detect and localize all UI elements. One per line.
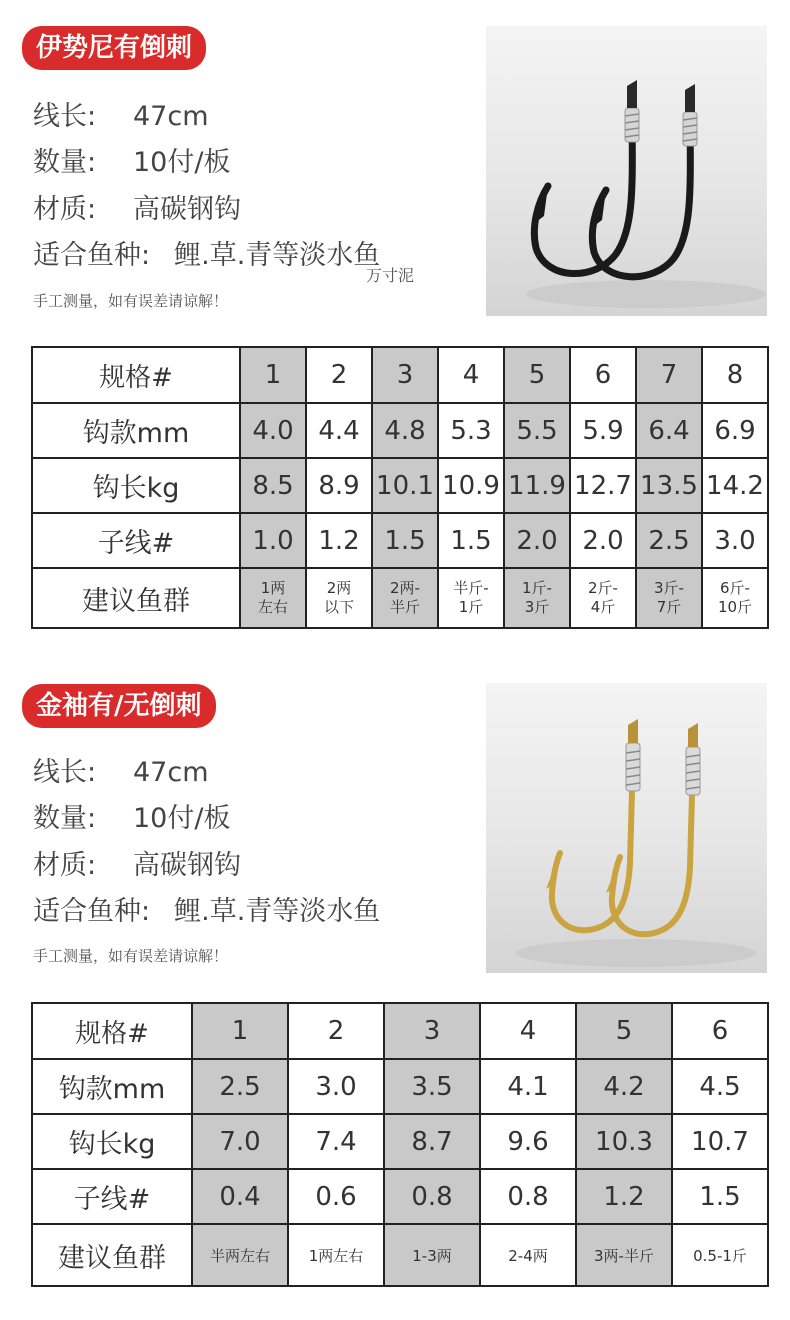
value-cell: 4.1	[480, 1059, 576, 1114]
value-cell: 0.8	[480, 1169, 576, 1224]
info-value: 10付/板	[133, 147, 231, 178]
value-cell: 10.1	[372, 458, 438, 513]
section1-small-tag: 万寸泥	[366, 266, 415, 285]
value-cell: 1.0	[240, 513, 306, 568]
value-cell: 7.0	[192, 1114, 288, 1169]
value-cell: 2.0	[570, 513, 636, 568]
size-cell: 2	[288, 1003, 384, 1059]
fish-cell	[438, 568, 504, 628]
fish-line: 2两	[326, 579, 352, 597]
size-cell: 3	[384, 1003, 480, 1059]
table-row-size	[32, 1003, 768, 1059]
section1-info-material	[33, 187, 241, 226]
value-cell: 8.9	[306, 458, 372, 513]
value-cell: 3.0	[702, 513, 768, 568]
fish-cell: 1两左右	[288, 1224, 384, 1286]
black-fish-hooks-photo	[486, 26, 767, 316]
size-cell: 4	[480, 1003, 576, 1059]
table-row-size	[32, 347, 768, 403]
section1-spec-table	[31, 346, 769, 629]
size-cell: 1	[240, 347, 306, 403]
value-cell: 4.2	[576, 1059, 672, 1114]
info-key: 线长:	[33, 101, 97, 132]
fish-cell	[504, 568, 570, 628]
fish-line: 10斤	[717, 598, 753, 616]
fish-line: 半斤-	[453, 579, 489, 597]
info-key: 线长:	[33, 757, 97, 788]
fish-cell	[306, 568, 372, 628]
row-label: 规格#	[32, 347, 240, 403]
black-hooks-icon	[486, 26, 767, 316]
value-cell: 1.2	[306, 513, 372, 568]
size-cell: 5	[576, 1003, 672, 1059]
fish-line: 7斤	[656, 598, 682, 616]
info-value: 高碳钢钩	[133, 850, 241, 881]
value-cell: 3.0	[288, 1059, 384, 1114]
fish-cell	[636, 568, 702, 628]
table-row-hook-strength	[32, 1114, 768, 1169]
fish-cell	[702, 568, 768, 628]
fish-line: 2两-	[390, 579, 420, 597]
row-label: 建议鱼群	[32, 568, 240, 628]
fish-line: 2斤-	[588, 579, 618, 597]
section1-info-fish-type	[33, 233, 380, 272]
row-label: 子线#	[32, 513, 240, 568]
size-cell: 4	[438, 347, 504, 403]
value-cell: 7.4	[288, 1114, 384, 1169]
info-key: 适合鱼种:	[33, 896, 151, 927]
info-value: 10付/板	[133, 803, 231, 834]
value-cell: 0.4	[192, 1169, 288, 1224]
gold-fish-hooks-photo	[486, 683, 767, 973]
value-cell: 4.8	[372, 403, 438, 458]
fish-line: 1斤-	[522, 579, 552, 597]
row-label: 钩款mm	[32, 1059, 192, 1114]
value-cell: 3.5	[384, 1059, 480, 1114]
section2-info-length	[33, 750, 209, 789]
row-label: 钩长kg	[32, 1114, 192, 1169]
value-cell: 4.5	[672, 1059, 768, 1114]
section2-info-fish-type	[33, 889, 380, 928]
row-label: 钩款mm	[32, 403, 240, 458]
table-row-line	[32, 1169, 768, 1224]
fish-cell: 0.5-1斤	[672, 1224, 768, 1286]
value-cell: 10.3	[576, 1114, 672, 1169]
table-row-fish	[32, 1224, 768, 1286]
value-cell: 8.5	[240, 458, 306, 513]
table-row-hook-width	[32, 403, 768, 458]
table-row-line	[32, 513, 768, 568]
value-cell: 5.5	[504, 403, 570, 458]
info-key: 数量:	[33, 803, 97, 834]
value-cell: 5.9	[570, 403, 636, 458]
section2-info-material	[33, 843, 241, 882]
size-cell: 7	[636, 347, 702, 403]
table-row-fish	[32, 568, 768, 628]
value-cell: 5.3	[438, 403, 504, 458]
info-value: 47cm	[133, 101, 209, 132]
value-cell: 12.7	[570, 458, 636, 513]
fish-line: 半斤	[389, 598, 420, 616]
info-key: 材质:	[33, 194, 97, 225]
size-cell: 3	[372, 347, 438, 403]
section1-info-quantity	[33, 140, 230, 179]
table-row-hook-width	[32, 1059, 768, 1114]
section2-note: 手工测量，如有误差请谅解！	[33, 947, 229, 965]
fish-line: 6斤-	[720, 579, 750, 597]
info-value: 鲤.草.青等淡水鱼	[174, 896, 381, 927]
section2-info-quantity	[33, 796, 230, 835]
value-cell: 6.9	[702, 403, 768, 458]
value-cell: 1.5	[438, 513, 504, 568]
value-cell: 10.7	[672, 1114, 768, 1169]
value-cell: 4.4	[306, 403, 372, 458]
section1-note: 手工测量，如有误差请谅解！	[33, 292, 229, 310]
value-cell: 1.5	[372, 513, 438, 568]
info-value: 鲤.草.青等淡水鱼	[174, 240, 381, 271]
fish-cell	[372, 568, 438, 628]
size-cell: 5	[504, 347, 570, 403]
fish-line: 4斤	[590, 598, 616, 616]
fish-cell: 1-3两	[384, 1224, 480, 1286]
value-cell: 9.6	[480, 1114, 576, 1169]
fish-cell	[240, 568, 306, 628]
value-cell: 8.7	[384, 1114, 480, 1169]
value-cell: 0.6	[288, 1169, 384, 1224]
value-cell: 14.2	[702, 458, 768, 513]
fish-line: 1两	[260, 579, 286, 597]
value-cell: 10.9	[438, 458, 504, 513]
fish-cell: 半两左右	[192, 1224, 288, 1286]
value-cell: 4.0	[240, 403, 306, 458]
gold-hooks-icon	[486, 683, 767, 973]
table-row-hook-strength	[32, 458, 768, 513]
value-cell: 1.5	[672, 1169, 768, 1224]
fish-cell	[570, 568, 636, 628]
fish-line: 3斤	[524, 598, 550, 616]
fish-line: 1斤	[458, 598, 484, 616]
row-label: 建议鱼群	[32, 1224, 192, 1286]
info-key: 数量:	[33, 147, 97, 178]
info-key: 材质:	[33, 850, 97, 881]
row-label: 规格#	[32, 1003, 192, 1059]
section1-badge: 伊势尼有倒刺	[22, 26, 206, 70]
fish-line: 以下	[323, 598, 354, 616]
row-label: 子线#	[32, 1169, 192, 1224]
row-label: 钩长kg	[32, 458, 240, 513]
section1-info-length	[33, 94, 209, 133]
fish-line: 3斤-	[654, 579, 684, 597]
value-cell: 0.8	[384, 1169, 480, 1224]
value-cell: 2.0	[504, 513, 570, 568]
info-key: 适合鱼种:	[33, 240, 151, 271]
value-cell: 6.4	[636, 403, 702, 458]
size-cell: 6	[672, 1003, 768, 1059]
size-cell: 8	[702, 347, 768, 403]
fish-cell: 2-4两	[480, 1224, 576, 1286]
fish-line: 左右	[257, 598, 288, 616]
size-cell: 6	[570, 347, 636, 403]
section2-spec-table	[31, 1002, 769, 1287]
info-value: 47cm	[133, 757, 209, 788]
value-cell: 13.5	[636, 458, 702, 513]
value-cell: 11.9	[504, 458, 570, 513]
size-cell: 2	[306, 347, 372, 403]
value-cell: 2.5	[192, 1059, 288, 1114]
section2-badge: 金袖有/无倒刺	[22, 684, 216, 728]
fish-cell: 3两-半斤	[576, 1224, 672, 1286]
value-cell: 2.5	[636, 513, 702, 568]
info-value: 高碳钢钩	[133, 194, 241, 225]
size-cell: 1	[192, 1003, 288, 1059]
value-cell: 1.2	[576, 1169, 672, 1224]
